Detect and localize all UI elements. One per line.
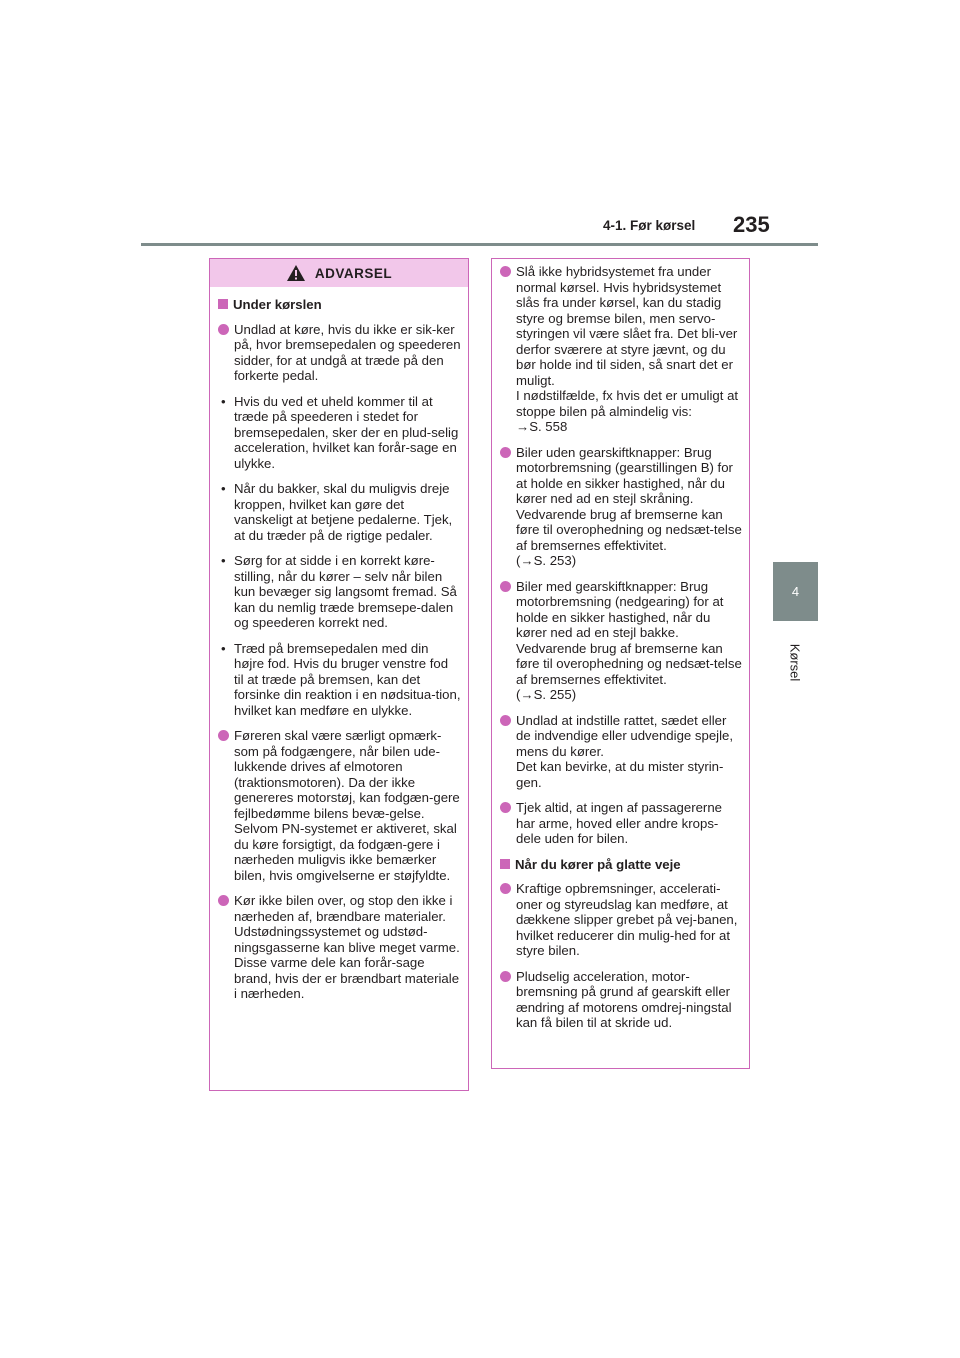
warning-triangle-icon: [286, 264, 306, 282]
section-title: 4-1. Før kørsel: [603, 218, 696, 233]
bullet-item: [500, 881, 742, 959]
section-heading-text: Når du kører på glatte veje: [515, 856, 681, 872]
round-bullet-icon: [500, 971, 511, 982]
warning-content-right: [492, 259, 749, 1031]
round-bullet-icon: [500, 581, 511, 592]
dash-item: [218, 394, 461, 472]
item-text: Pludselig acceleration, motor-bremsning på grund af gearskift eller ændring af motorens omdrej-ningstal kan få bilen til at skride ud.: [516, 968, 732, 1030]
item-text: Selvom PN-systemet er aktiveret, skal du køre forsigtigt, da fodgæn-gere i nærheden muligvis ikke bemærker bilen, hvis omgivelserne er støjfyldte.: [234, 821, 457, 883]
warning-box: [209, 258, 469, 1091]
item-text: (→S. 253): [516, 553, 577, 568]
item-text: Biler med gearskiftknapper: Brug motorbremsning (nedgearing) for at holde en sikker hastighed, når du kører ned ad en stejl bakke. Vedvarende brug af bremserne kan føre til overophedning og nedsæt-telse af bremsernes effektivitet.: [516, 578, 742, 687]
dash-bullet-icon: •: [221, 481, 226, 496]
warning-title: ADVARSEL: [314, 265, 393, 281]
square-bullet-icon: [500, 859, 510, 869]
section-heading: [500, 857, 742, 873]
item-text: Det kan bevirke, at du mister styrin-gen.: [516, 759, 724, 790]
item-text: Undlad at køre, hvis du ikke er sik-ker på, hvor bremsepedalen og speederen sidder, for at undgå at træde på den forkerte pedal.: [234, 321, 461, 383]
warning-box-continued: [491, 258, 750, 1069]
item-text: →S. 558: [516, 419, 568, 434]
square-bullet-icon: [218, 299, 228, 309]
warning-header: [210, 259, 468, 287]
bullet-item: [218, 728, 461, 883]
round-bullet-icon: [500, 802, 511, 813]
dash-bullet-icon: •: [221, 393, 226, 409]
dash-bullet-icon: •: [221, 553, 226, 568]
chapter-label: Kørsel: [787, 643, 803, 682]
bullet-item: [500, 713, 742, 791]
item-text: Når du bakker, skal du muligvis dreje kroppen, hvilket kan gøre det vanskeligt at betjene pedalerne. Tjek, at du træder på de rigtige pedaler.: [234, 481, 453, 543]
item-text: Sørg for at sidde i en korrekt køre-stilling, når du kører – selv når bilen kun bevæger sig langsomt fremad. Så kan du nemlig træde bremsepe-dalen og speederen korrekt ned.: [234, 553, 457, 630]
round-bullet-icon: [218, 324, 229, 335]
bullet-item: [500, 969, 742, 1031]
bullet-item: [500, 800, 742, 847]
bullet-item: [218, 322, 461, 384]
item-text: (→S. 255): [516, 687, 577, 702]
item-text: Kraftige opbremsninger, accelerati-oner og styreudslag kan medføre, at dækkene slipper grebet på vej-banen, hvilket reducerer din mulig-hed for at styre bilen.: [516, 881, 738, 958]
item-text: Kør ikke bilen over, og stop den ikke i nærheden af, brændbare materialer.: [234, 893, 453, 924]
dash-bullet-icon: •: [221, 640, 226, 656]
round-bullet-icon: [218, 895, 229, 906]
round-bullet-icon: [500, 715, 511, 726]
section-heading: [218, 297, 461, 313]
item-text: Slå ikke hybridsystemet fra under normal kørsel. Hvis hybridsystemet slås fra under kørsel, kan du stadig styre og bremse bilen, men servo-styringen vil være slået fra. Det bli-ver derfor sværere at styre jævnt, og du bør holde ind til siden, så snart det er muligt.: [516, 264, 738, 388]
item-text: Tjek altid, at ingen af passagererne har arme, hoved eller andre krops-dele uden for bilen.: [516, 800, 722, 846]
item-text: I nødstilfælde, fx hvis det er umuligt at stoppe bilen på almindelig vis:: [516, 388, 739, 419]
bullet-item: [500, 579, 742, 703]
item-text: Undlad at indstille rattet, sædet eller de indvendige eller udvendige spejle, mens du kører.: [516, 712, 734, 759]
warning-content-left: [210, 287, 468, 1002]
dash-item: [218, 481, 461, 543]
bullet-item: [218, 893, 461, 1002]
dash-item: [218, 641, 461, 719]
page-number: 235: [733, 212, 770, 237]
bullet-item: [500, 445, 742, 569]
section-heading-text: Under kørslen: [233, 297, 322, 312]
item-text: Træd på bremsepedalen med din højre fod. Hvis du bruger venstre fod til at træde på bremsen, kan det forsinke din reaktion i en nødsitua-tion, hvilket kan medføre en ulykke.: [234, 640, 461, 718]
header-rule: [141, 243, 818, 246]
bullet-item: [500, 264, 742, 435]
round-bullet-icon: [500, 883, 511, 894]
round-bullet-icon: [500, 266, 511, 277]
item-text: Biler uden gearskiftknapper: Brug motorbremsning (gearstillingen B) for at holde en sikker hastighed, når du kører ned ad en stejl skråning. Vedvarende brug af bremserne kan føre til overophedning og nedsæt-telse af bremsernes effektivitet.: [516, 444, 742, 553]
item-text: Udstødningssystemet og udstød-ningsgasserne kan blive meget varme. Disse varme dele kan forår-sage brand, hvis der er brændbart materiale i nærheden.: [234, 924, 460, 1001]
chapter-tab[interactable]: [773, 562, 818, 621]
item-text: Hvis du ved et uheld kommer til at træde på speederen i stedet for bremsepedalen, sker der en plud-selig acceleration, hvilket kan forår-sage en ulykke.: [234, 393, 459, 471]
chapter-number: 4: [791, 584, 800, 599]
round-bullet-icon: [500, 447, 511, 458]
round-bullet-icon: [218, 730, 229, 741]
item-text: Føreren skal være særligt opmærk-som på fodgængere, når bilen ude-lukkende drives af elmotoren (traktionsmotoren). Da der ikke genereres motorstøj, kan fodgæn-gere fejlbedømme bilens bevæ-gelse.: [234, 728, 460, 821]
dash-item: [218, 553, 461, 631]
